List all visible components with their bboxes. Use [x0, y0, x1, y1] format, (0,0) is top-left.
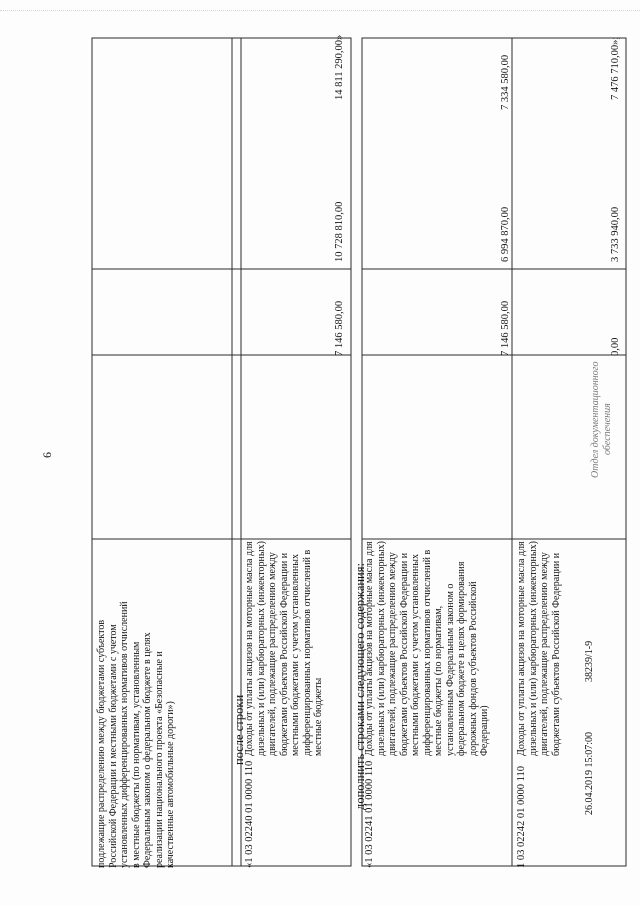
amount-02240-2: 10 728 810,00: [334, 201, 345, 262]
footer-datetime-label: 26.04.2019 15:07:00: [584, 731, 595, 815]
add-rows-label: дополнить строками следующего содержания:: [353, 563, 367, 810]
amount-02240-3: 14 811 290,00»: [334, 34, 345, 100]
row-02242-paragraph: Доходы от уплаты акцизов на моторные масла для дизельных и (или) карбюраторных (инжекторных) двигателей, подлежащие распределению между бюджетами субъектов Российской Федерации и: [516, 541, 562, 756]
amount-02241-2: 6 994 870,00: [500, 206, 511, 262]
row-02240-code-label: «1 03 02240 01 0000 110: [244, 760, 255, 868]
continuation-block: [96, 598, 236, 868]
row-02242-block: [516, 538, 616, 868]
amount-02240-1: 7 146 580,00: [334, 300, 345, 356]
amount-02242-3: 7 476 710,00»;: [610, 36, 621, 100]
page-number-label: 6: [40, 452, 54, 458]
continuation-paragraph: подлежащие распределению между бюджетами субъектов Российской Федерации и местными бюджетами с учетом установленных дифференцированных нормативов отчислений в местные бюджеты (по нормативам, установленным Федеральным законом о федеральном бюджете в целях реализации национального проекта «Безопасные и качественные автомобильные дороги»): [96, 601, 176, 868]
row-02241-code-label: «1 03 02241 01 0000 110: [364, 760, 375, 868]
amount-02241-3: 7 334 580,00: [500, 54, 511, 110]
row-02240-paragraph: Доходы от уплаты акцизов на моторные масла для дизельных и (или) карбюраторных (инжекторных) двигателей, подлежащие распределению между бюджетами субъектов Российской Федерации и местными бюджетами с учетом установленных дифференцированных нормативов отчислений в местные бюджеты: [244, 541, 324, 756]
stamp-text-1: Отдел документационного: [590, 361, 601, 478]
amount-02242-1: 0,00: [610, 337, 621, 356]
footer-docid-label: 38239/1-9: [584, 640, 595, 682]
row-02242-code-label: 1 03 02242 01 0000 110: [516, 766, 527, 868]
row-02240-block: [244, 538, 354, 868]
amount-02242-2: 3 733 940,00: [610, 206, 621, 262]
row-02241-paragraph: Доходы от уплаты акцизов на моторные масла для дизельных и (или) карбюраторных (инжекторных) двигателей, подлежащие распределению между бюджетами субъектов Российской Федерации и местными бюджетами с учетом установленных дифференцированных нормативов отчислений в местные бюджеты (по нормативам, установленным Федеральным законом о федеральном бюджете в целях формирования дорожных фондов субъектов Российской Федерации): [364, 541, 490, 756]
row-02241-block: [364, 538, 514, 868]
stamp-text-2: обеспечения: [602, 403, 613, 455]
after-row-label: после строки: [232, 694, 246, 765]
amount-02241-1: 7 146 580,00: [500, 300, 511, 356]
